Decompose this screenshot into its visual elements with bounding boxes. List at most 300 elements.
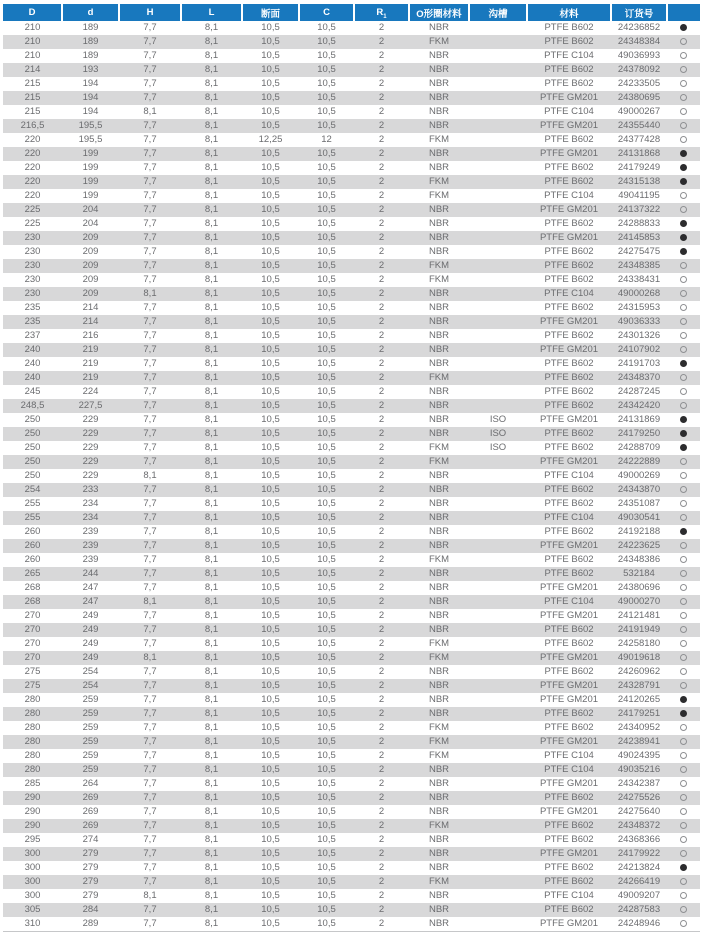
cell-material: PTFE GM201 [527, 735, 611, 749]
cell-H: 7,7 [119, 623, 181, 637]
cell-H: 7,7 [143, 386, 157, 397]
cell-section: 10,5 [261, 498, 280, 509]
cell-L: 8,1 [181, 371, 242, 385]
cell-H: 7,7 [143, 218, 157, 229]
cell-R1: 2 [378, 218, 385, 229]
cell-order_no: 24348384 [611, 35, 667, 49]
cell-oring_material: NBR [428, 22, 450, 33]
cell-d: 259 [82, 694, 99, 705]
cell-section: 10,5 [261, 218, 280, 229]
cell-stock [667, 763, 700, 777]
cell-D: 210 [24, 22, 41, 33]
cell-groove [469, 245, 527, 259]
cell-material: PTFE GM201 [539, 806, 599, 817]
cell-groove [469, 805, 527, 819]
column-header-order_no: 订货号 [611, 4, 667, 21]
cell-R1: 2 [378, 22, 385, 33]
cell-R1: 2 [354, 399, 409, 413]
cell-D: 215 [24, 78, 41, 89]
cell-C: 10,5 [317, 190, 336, 201]
cell-section: 10,5 [261, 414, 280, 425]
cell-D: 295 [24, 834, 41, 845]
cell-L: 8,1 [204, 330, 219, 341]
cell-H: 7,7 [119, 679, 181, 693]
cell-D: 215 [24, 106, 41, 117]
cell-stock [667, 91, 700, 105]
cell-section: 10,5 [242, 175, 299, 189]
cell-material: PTFE GM201 [539, 694, 599, 705]
cell-material: PTFE GM201 [527, 315, 611, 329]
cell-section: 10,5 [261, 862, 280, 873]
cell-oring_material: NBR [409, 763, 469, 777]
cell-material: PTFE C104 [544, 190, 594, 201]
stock-empty-icon [680, 514, 687, 521]
cell-groove [469, 343, 527, 357]
cell-groove [469, 399, 527, 413]
cell-L: 8,1 [204, 722, 219, 733]
cell-L: 8,1 [181, 287, 242, 301]
cell-stock [667, 889, 700, 903]
cell-R1: 2 [378, 694, 385, 705]
cell-H: 8,1 [143, 106, 157, 117]
cell-C: 10,5 [299, 119, 354, 133]
cell-C: 10,5 [317, 274, 336, 285]
cell-d: 269 [62, 791, 119, 805]
cell-L: 8,1 [204, 834, 219, 845]
cell-H: 7,7 [119, 735, 181, 749]
cell-H: 7,7 [119, 343, 181, 357]
cell-oring_material: NBR [409, 315, 469, 329]
table-row [3, 791, 700, 805]
cell-order_no: 24377428 [617, 134, 661, 145]
table-row [3, 189, 700, 203]
cell-material: PTFE B602 [544, 638, 594, 649]
cell-L: 8,1 [204, 246, 219, 257]
cell-D: 254 [3, 483, 62, 497]
cell-R1: 2 [354, 371, 409, 385]
cell-D: 305 [3, 903, 62, 917]
table-row [3, 707, 700, 721]
cell-H: 7,7 [143, 274, 157, 285]
cell-C: 10,5 [299, 399, 354, 413]
stock-empty-icon [680, 346, 687, 353]
cell-d: 254 [82, 666, 99, 677]
cell-d: 234 [62, 511, 119, 525]
table-row [3, 875, 700, 889]
cell-oring_material: NBR [428, 470, 450, 481]
cell-groove [469, 875, 527, 889]
cell-L: 8,1 [204, 526, 219, 537]
cell-material: PTFE B602 [544, 722, 594, 733]
table-row [3, 357, 700, 371]
cell-d: 259 [62, 707, 119, 721]
cell-oring_material: NBR [409, 147, 469, 161]
cell-material: PTFE B602 [527, 791, 611, 805]
cell-H: 7,7 [143, 610, 157, 621]
cell-section: 10,5 [242, 259, 299, 273]
cell-R1: 2 [354, 427, 409, 441]
cell-H: 7,7 [143, 358, 157, 369]
cell-material: PTFE B602 [527, 567, 611, 581]
cell-D: 240 [24, 358, 41, 369]
column-header-H: H [119, 4, 181, 21]
cell-C: 10,5 [317, 470, 336, 481]
stock-empty-icon [680, 276, 687, 283]
cell-oring_material: FKM [428, 638, 450, 649]
cell-groove: ISO [489, 442, 507, 453]
cell-order_no: 49000268 [611, 287, 667, 301]
table-row [3, 287, 700, 301]
cell-d: 239 [82, 554, 99, 565]
cell-groove [469, 21, 527, 35]
cell-order_no: 24275475 [617, 246, 661, 257]
stock-empty-icon [680, 542, 687, 549]
cell-order_no: 49000270 [611, 595, 667, 609]
stock-empty-icon [680, 808, 687, 815]
cell-H: 7,7 [119, 231, 181, 245]
cell-R1: 2 [354, 35, 409, 49]
cell-groove [469, 511, 527, 525]
cell-d: 259 [82, 722, 99, 733]
cell-D: 230 [24, 246, 41, 257]
stock-empty-icon [680, 332, 687, 339]
cell-oring_material: FKM [409, 175, 469, 189]
cell-groove [469, 119, 527, 133]
cell-C: 10,5 [317, 610, 336, 621]
cell-L: 8,1 [204, 694, 219, 705]
cell-oring_material: NBR [409, 231, 469, 245]
cell-stock [667, 735, 700, 749]
cell-oring_material: NBR [428, 890, 450, 901]
cell-material: PTFE C104 [544, 50, 594, 61]
cell-stock [667, 749, 700, 763]
table-row [3, 133, 700, 147]
cell-material: PTFE B602 [527, 399, 611, 413]
cell-section: 10,5 [261, 890, 280, 901]
cell-D: 250 [3, 427, 62, 441]
cell-D: 280 [3, 735, 62, 749]
cell-order_no: 24275640 [617, 806, 661, 817]
cell-section: 10,5 [261, 554, 280, 565]
cell-H: 7,7 [119, 847, 181, 861]
cell-material: PTFE C104 [544, 890, 594, 901]
cell-oring_material: NBR [428, 582, 450, 593]
cell-C: 10,5 [299, 623, 354, 637]
cell-H: 7,7 [119, 763, 181, 777]
cell-oring_material: NBR [409, 119, 469, 133]
table-row [3, 343, 700, 357]
cell-stock [667, 63, 700, 77]
cell-groove [469, 371, 527, 385]
cell-R1: 2 [354, 847, 409, 861]
cell-C: 10,5 [317, 554, 336, 565]
cell-groove [469, 77, 527, 91]
cell-L: 8,1 [181, 707, 242, 721]
cell-R1: 2 [354, 119, 409, 133]
cell-groove [469, 903, 527, 917]
cell-section: 10,5 [242, 539, 299, 553]
cell-oring_material: NBR [409, 483, 469, 497]
cell-stock [667, 21, 700, 35]
cell-section: 10,5 [242, 343, 299, 357]
cell-section: 10,5 [242, 679, 299, 693]
cell-order_no: 24348385 [611, 259, 667, 273]
cell-R1: 2 [354, 819, 409, 833]
table-row [3, 77, 700, 91]
cell-L: 8,1 [204, 106, 219, 117]
cell-material: PTFE B602 [544, 78, 594, 89]
cell-L: 8,1 [181, 623, 242, 637]
cell-order_no: 24192188 [617, 526, 661, 537]
cell-section: 10,5 [242, 567, 299, 581]
cell-d: 234 [82, 498, 99, 509]
stock-empty-icon [680, 206, 687, 213]
cell-C: 10,5 [299, 35, 354, 49]
cell-R1: 2 [378, 50, 385, 61]
cell-H: 7,7 [119, 539, 181, 553]
table-row [3, 231, 700, 245]
cell-H: 7,7 [119, 147, 181, 161]
column-header-d: d [62, 4, 119, 21]
cell-D: 290 [24, 806, 41, 817]
cell-stock [667, 147, 700, 161]
cell-H: 7,7 [119, 791, 181, 805]
cell-section: 10,5 [261, 78, 280, 89]
cell-D: 270 [3, 623, 62, 637]
cell-material: PTFE B602 [544, 330, 594, 341]
cell-oring_material: FKM [409, 735, 469, 749]
cell-oring_material: NBR [428, 78, 450, 89]
cell-material: PTFE GM201 [527, 203, 611, 217]
stock-empty-icon [680, 668, 687, 675]
cell-material: PTFE GM201 [527, 119, 611, 133]
cell-d: 189 [62, 35, 119, 49]
cell-order_no: 24351087 [617, 498, 661, 509]
cell-order_no: 24131868 [611, 147, 667, 161]
cell-d: 195,5 [78, 134, 103, 145]
cell-d: 249 [82, 610, 99, 621]
cell-groove [469, 609, 527, 623]
cell-C: 10,5 [299, 511, 354, 525]
cell-D: 248,5 [3, 399, 62, 413]
cell-R1: 2 [354, 791, 409, 805]
cell-stock [667, 371, 700, 385]
cell-L: 8,1 [181, 231, 242, 245]
cell-stock [667, 455, 700, 469]
cell-H: 7,7 [119, 35, 181, 49]
stock-filled-icon [680, 444, 687, 451]
cell-order_no: 24258180 [617, 638, 661, 649]
cell-material: PTFE C104 [544, 106, 594, 117]
column-header-R1: $R_1$ [354, 4, 409, 21]
cell-H: 7,7 [143, 190, 157, 201]
cell-D: 280 [24, 722, 41, 733]
column-header-groove: 沟槽 [469, 4, 527, 21]
stock-empty-icon [680, 738, 687, 745]
table-row [3, 847, 700, 861]
cell-stock [667, 259, 700, 273]
cell-C: 10,5 [317, 22, 336, 33]
cell-D: 268 [24, 582, 41, 593]
cell-stock [667, 497, 700, 511]
cell-groove [469, 847, 527, 861]
cell-L: 8,1 [181, 903, 242, 917]
cell-R1: 2 [378, 666, 385, 677]
cell-section: 10,5 [242, 623, 299, 637]
table-row [3, 245, 700, 259]
cell-order_no: 24287245 [617, 386, 661, 397]
cell-R1: 2 [378, 162, 385, 173]
cell-R1: 2 [378, 834, 385, 845]
cell-C: 10,5 [317, 638, 336, 649]
cell-C: 10,5 [317, 78, 336, 89]
cell-stock [667, 623, 700, 637]
cell-C: 10,5 [299, 595, 354, 609]
stock-filled-icon [680, 24, 687, 31]
cell-d: 249 [62, 651, 119, 665]
cell-D: 230 [24, 274, 41, 285]
cell-stock [667, 385, 700, 399]
cell-section: 10,5 [261, 526, 280, 537]
cell-L: 8,1 [204, 442, 219, 453]
cell-C: 10,5 [299, 763, 354, 777]
cell-D: 210 [3, 35, 62, 49]
cell-C: 10,5 [299, 539, 354, 553]
cell-order_no: 49030541 [611, 511, 667, 525]
cell-D: 275 [24, 666, 41, 677]
cell-C: 10,5 [299, 819, 354, 833]
cell-stock [667, 567, 700, 581]
cell-C: 10,5 [299, 203, 354, 217]
cell-R1: 2 [378, 498, 385, 509]
cell-R1: 2 [378, 890, 385, 901]
cell-groove: ISO [469, 427, 527, 441]
cell-D: 230 [3, 231, 62, 245]
cell-H: 7,7 [119, 259, 181, 273]
cell-order_no: 24137322 [611, 203, 667, 217]
cell-D: 225 [3, 203, 62, 217]
cell-C: 10,5 [299, 567, 354, 581]
table-row [3, 511, 700, 525]
cell-H: 7,7 [119, 819, 181, 833]
cell-oring_material: FKM [409, 455, 469, 469]
cell-oring_material: NBR [428, 414, 450, 425]
cell-groove [469, 133, 527, 147]
cell-C: 10,5 [317, 834, 336, 845]
cell-groove [469, 707, 527, 721]
cell-section: 10,5 [242, 791, 299, 805]
cell-C: 10,5 [317, 414, 336, 425]
cell-oring_material: NBR [428, 246, 450, 257]
column-header-stock [667, 4, 700, 21]
table-row [3, 805, 700, 819]
cell-C: 10,5 [299, 707, 354, 721]
cell-material: PTFE B602 [544, 386, 594, 397]
cell-D: 290 [3, 791, 62, 805]
cell-H: 7,7 [119, 91, 181, 105]
table-row [3, 735, 700, 749]
stock-empty-icon [680, 892, 687, 899]
cell-groove [469, 917, 527, 932]
cell-oring_material: NBR [428, 526, 450, 537]
cell-L: 8,1 [204, 134, 219, 145]
cell-H: 7,7 [143, 806, 157, 817]
cell-D: 220 [24, 134, 41, 145]
cell-L: 8,1 [181, 175, 242, 189]
cell-order_no: 24301326 [617, 330, 661, 341]
stock-filled-icon [680, 416, 687, 423]
stock-empty-icon [680, 108, 687, 115]
cell-R1: 2 [354, 763, 409, 777]
table-row [3, 259, 700, 273]
cell-L: 8,1 [204, 862, 219, 873]
cell-stock [667, 861, 700, 875]
cell-R1: 2 [354, 679, 409, 693]
stock-empty-icon [680, 752, 687, 759]
cell-R1: 2 [354, 875, 409, 889]
table-row [3, 693, 700, 707]
cell-groove [469, 693, 527, 707]
cell-order_no: 24328791 [611, 679, 667, 693]
cell-D: 310 [24, 918, 41, 929]
cell-H: 7,7 [143, 834, 157, 845]
table-row [3, 399, 700, 413]
cell-R1: 2 [378, 78, 385, 89]
stock-empty-icon [680, 836, 687, 843]
table-row [3, 637, 700, 651]
cell-R1: 2 [378, 414, 385, 425]
table-row [3, 889, 700, 903]
cell-material: PTFE C104 [527, 287, 611, 301]
cell-oring_material: NBR [428, 862, 450, 873]
table-row [3, 525, 700, 539]
cell-C: 10,5 [299, 651, 354, 665]
table-row [3, 539, 700, 553]
cell-stock [667, 161, 700, 175]
cell-stock [667, 917, 700, 932]
table-row [3, 63, 700, 77]
cell-groove [469, 301, 527, 315]
cell-C: 10,5 [299, 175, 354, 189]
cell-d: 227,5 [62, 399, 119, 413]
cell-order_no: 49024395 [617, 750, 661, 761]
cell-order_no: 24315953 [617, 302, 661, 313]
cell-H: 7,7 [119, 567, 181, 581]
cell-C: 10,5 [317, 582, 336, 593]
cell-order_no: 24131869 [617, 414, 661, 425]
cell-D: 250 [3, 455, 62, 469]
cell-section: 10,5 [261, 722, 280, 733]
stock-empty-icon [680, 94, 687, 101]
cell-H: 7,7 [143, 302, 157, 313]
cell-order_no: 49000267 [617, 106, 661, 117]
table-row [3, 315, 700, 329]
table-row [3, 49, 700, 63]
cell-section: 10,5 [261, 330, 280, 341]
cell-R1: 2 [378, 582, 385, 593]
cell-order_no: 24380696 [617, 582, 661, 593]
cell-oring_material: NBR [428, 498, 450, 509]
cell-material: PTFE B602 [527, 427, 611, 441]
cell-material: PTFE GM201 [527, 847, 611, 861]
cell-groove [469, 567, 527, 581]
cell-L: 8,1 [204, 638, 219, 649]
cell-C: 10,5 [317, 890, 336, 901]
cell-R1: 2 [378, 554, 385, 565]
cell-R1: 2 [354, 175, 409, 189]
cell-D: 210 [24, 50, 41, 61]
cell-oring_material: NBR [409, 91, 469, 105]
